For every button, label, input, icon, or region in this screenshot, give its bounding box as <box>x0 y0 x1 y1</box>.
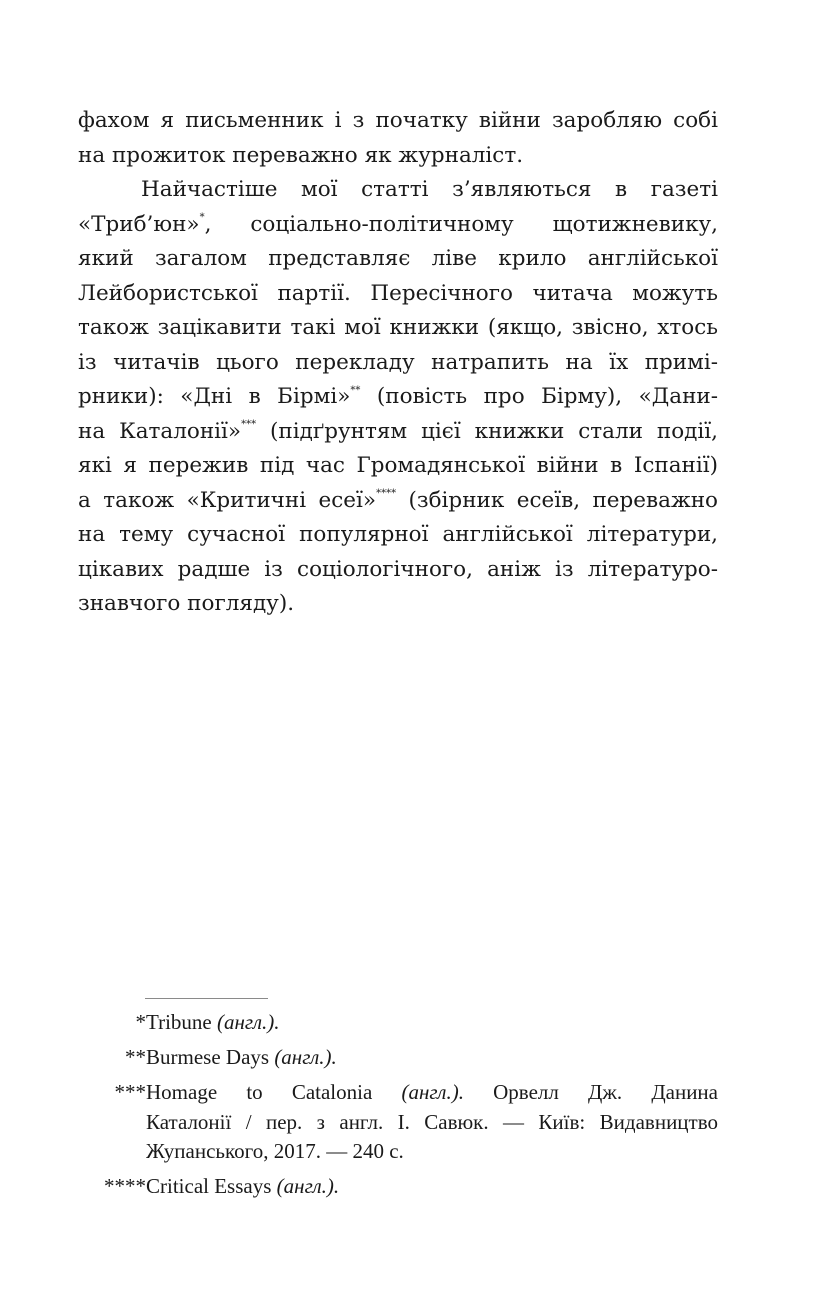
footnote-mark: * <box>135 1010 146 1034</box>
text-fragment: (підґрунтям цієї книжки стали події, <box>256 418 718 444</box>
text-line <box>78 208 718 243</box>
text-line: який загалом представляє ліве крило англійської <box>78 246 718 271</box>
text-line: знавчого погляду). <box>78 591 295 616</box>
text-fragment: «Триб’юн» <box>78 211 200 237</box>
text-fragment: (повість про Бірму), «Дани- <box>360 384 718 409</box>
footnote-line: Жупанського, 2017. — 240 с. <box>146 1139 404 1163</box>
footnote <box>78 1043 718 1073</box>
text-line: на тему сучасної популярної англійської літератури, <box>78 522 718 547</box>
footnote-line <box>146 1078 718 1108</box>
text-line <box>78 380 718 415</box>
footnote-separator <box>145 998 268 999</box>
footnote-citation: Орвелл Дж. Данина <box>463 1080 718 1104</box>
footnote-lang: (англ.). <box>217 1010 280 1034</box>
text-line: Лейбористської партії. Пересічного читача можуть <box>78 280 718 306</box>
footnote-title: Tribune <box>146 1010 217 1034</box>
text-line: цікавих радше із соціологічного, аніж із літературо- <box>78 556 718 582</box>
footnote-mark: ** <box>125 1045 146 1069</box>
text-fragment: , соціально-політичному щотижневику, <box>204 211 718 237</box>
footnote-text <box>146 1172 718 1202</box>
footnote-ref[interactable]: *** <box>241 419 257 431</box>
text-line: фахом я письменник і з початку війни заробляю собі <box>78 108 718 133</box>
footnote-text <box>146 1043 718 1073</box>
main-text <box>78 104 718 622</box>
footnote-ref[interactable]: * <box>199 212 205 224</box>
text-fragment: а також «Критичні есеї» <box>78 487 377 513</box>
footnote-ref[interactable]: **** <box>376 488 397 500</box>
text-line: на прожиток переважно як журналіст. <box>78 142 524 168</box>
text-line: Найчастіше мої статті з’являються в газеті <box>141 177 718 202</box>
text-line: також зацікавити такі мої книжки (якщо, звісно, хтось <box>78 315 718 340</box>
footnote-title: Burmese Days <box>146 1045 275 1069</box>
footnote <box>78 1078 718 1167</box>
text-line: із читачів цього перекладу натрапить на їх примі- <box>78 349 718 375</box>
footnote-lang: (англ.). <box>276 1174 340 1198</box>
footnote-title: Critical Essays <box>146 1174 277 1198</box>
footnote-ref[interactable]: ** <box>350 384 361 396</box>
footnote-title: Homage to Catalonia <box>146 1080 402 1104</box>
text-line: які я пережив під час Громадянської війни в Іспанії) <box>78 453 718 478</box>
footnote-text <box>146 1078 718 1167</box>
footnote <box>78 1008 718 1038</box>
footnote-text <box>146 1008 718 1038</box>
footnote-line: Каталонії / пер. з англ. І. Савюк. — Київ: Видавництво <box>146 1109 718 1134</box>
footnote <box>78 1172 718 1202</box>
text-line <box>78 415 718 450</box>
footnote-mark: **** <box>104 1174 146 1198</box>
text-fragment: рники): «Дні в Бірмі» <box>78 384 351 409</box>
footnote-lang: (англ.). <box>401 1080 464 1104</box>
footnotes <box>78 1008 718 1207</box>
footnote-lang: (англ.). <box>274 1045 337 1069</box>
text-fragment: на Каталонії» <box>78 418 242 444</box>
footnote-mark: *** <box>114 1080 146 1104</box>
text-fragment: (збірник есеїв, переважно <box>396 487 718 513</box>
text-line <box>78 484 718 519</box>
